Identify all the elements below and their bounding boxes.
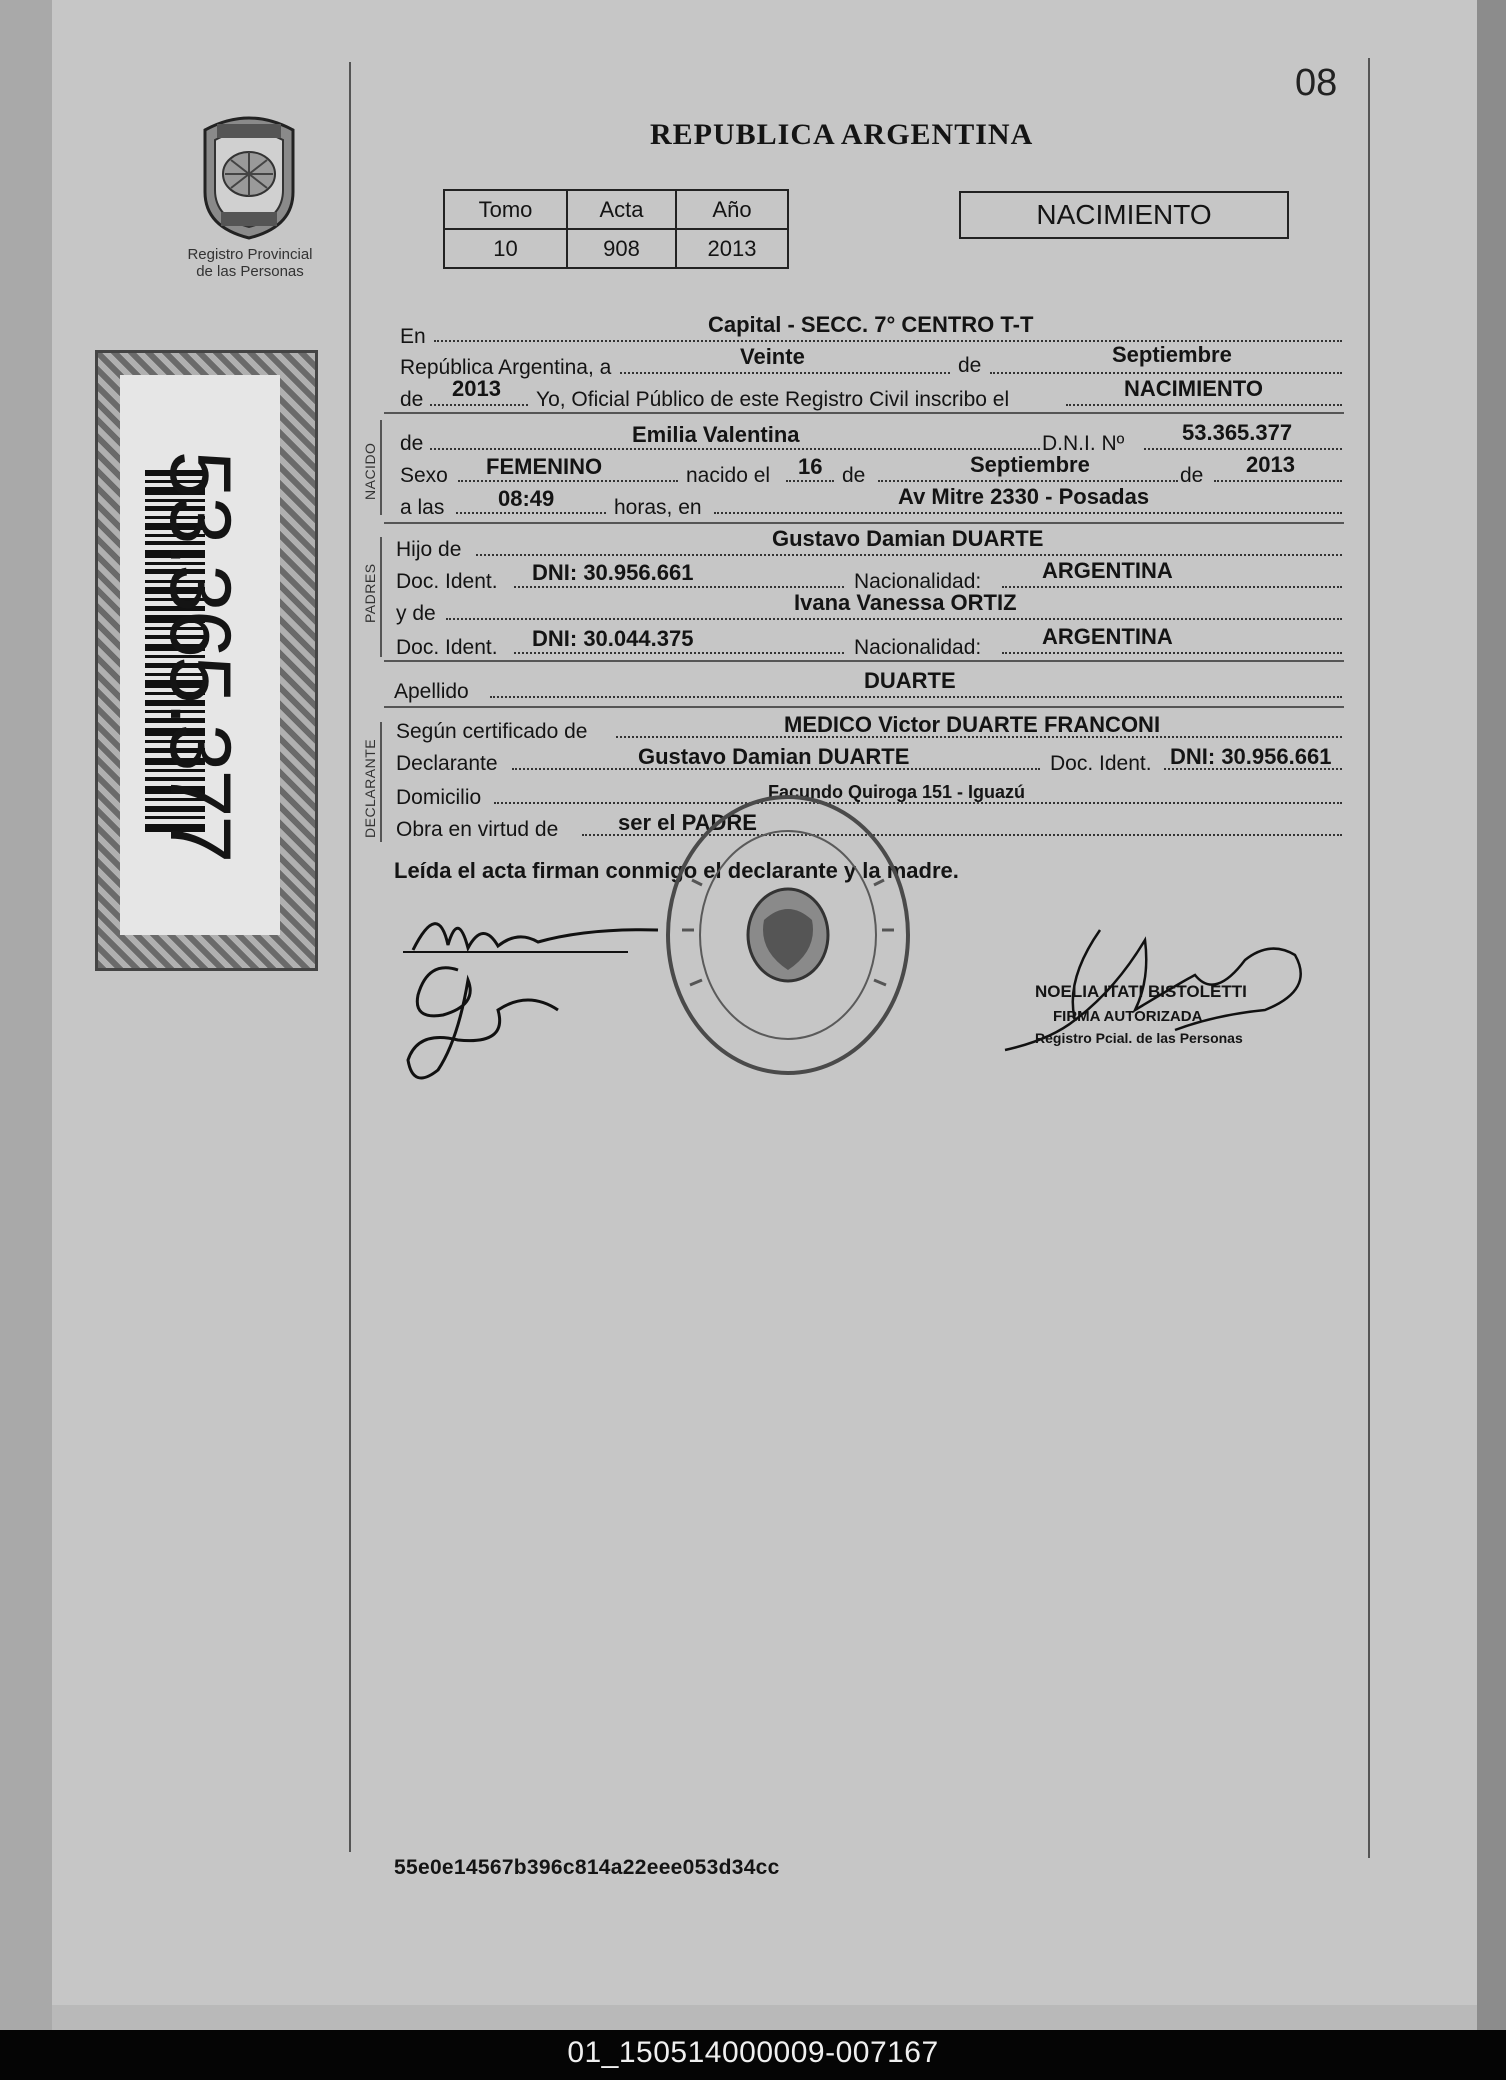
section-divider — [384, 706, 1344, 708]
section-divider — [384, 522, 1344, 524]
birth-day: 16 — [798, 454, 823, 479]
birth-month: Septiembre — [970, 452, 1090, 477]
barcode-number: 53.365.377 — [152, 450, 248, 862]
certificado-label: Según certificado de — [396, 720, 588, 743]
en-label: En — [400, 325, 426, 348]
father-nationality: ARGENTINA — [1042, 558, 1173, 583]
dotted-line — [1002, 652, 1342, 654]
sexo-label: Sexo — [400, 464, 448, 487]
left-page-edge — [0, 0, 52, 2030]
de-label: de — [958, 354, 982, 377]
horas-en-label: horas, en — [614, 496, 702, 519]
seal-caption — [170, 246, 330, 280]
certificado-value: MEDICO Victor DUARTE FRANCONI — [784, 712, 1161, 737]
document-hash: 55e0e14567b396c814a22eee053d34cc — [394, 1856, 780, 1879]
birth-time: 08:49 — [498, 486, 555, 511]
inscribo-value: NACIMIENTO — [1124, 376, 1263, 401]
obra-label: Obra en virtud de — [396, 818, 559, 841]
domicilio-value: Facundo Quiroga 151 - Iguazú — [768, 782, 1026, 802]
right-margin-line — [1368, 58, 1370, 1858]
child-dni: 53.365.377 — [1182, 420, 1293, 445]
birth-place: Av Mitre 2330 - Posadas — [898, 484, 1150, 509]
a-las-label: a las — [400, 496, 445, 519]
nacionalidad-label: Nacionalidad: — [854, 636, 982, 659]
doc-ident-label: Doc. Ident. — [396, 570, 498, 593]
section-divider — [384, 660, 1344, 662]
dni-label: D.N.I. Nº — [1042, 432, 1125, 455]
record-table-header — [444, 190, 788, 229]
sexo-value: FEMENINO — [486, 454, 603, 479]
mother-doc: DNI: 30.044.375 — [532, 626, 694, 651]
mother-signature — [398, 950, 598, 1090]
domicilio-label: Domicilio — [396, 786, 482, 809]
dotted-line — [1144, 448, 1342, 450]
dotted-line — [476, 554, 1342, 556]
section-label-padres: PADRES — [362, 563, 378, 623]
dotted-line — [620, 372, 950, 374]
de-label: de — [400, 388, 424, 411]
y-de-label: y de — [396, 602, 436, 625]
declarante-bracket — [380, 722, 382, 842]
hijo-de-label: Hijo de — [396, 538, 462, 561]
section-label-declarante: DECLARANTE — [362, 738, 378, 838]
de-label: de — [1180, 464, 1204, 487]
dotted-line — [456, 512, 606, 514]
value-acta: 908 — [567, 229, 676, 268]
provincial-seal-icon — [195, 112, 303, 240]
official-office: Registro Pcial. de las Personas — [1035, 1030, 1243, 1046]
header-tomo: Tomo — [444, 190, 567, 229]
dotted-line — [514, 652, 844, 654]
official-name: NOELIA ITATI BISTOLETTI — [1035, 982, 1247, 1001]
mother-name: Ivana Vanessa ORTIZ — [794, 590, 1017, 615]
father-name: Gustavo Damian DUARTE — [772, 526, 1044, 551]
dotted-line — [430, 404, 528, 406]
dotted-line — [786, 480, 834, 482]
dotted-line — [878, 480, 1178, 482]
month-value: Septiembre — [1112, 342, 1232, 367]
day-value: Veinte — [740, 344, 805, 369]
seal-caption-line2: de las Personas — [196, 263, 304, 280]
nacido-bracket — [380, 420, 382, 515]
official-stamp-icon — [662, 790, 914, 1080]
dotted-line — [446, 618, 1342, 620]
republica-label: República Argentina, a — [400, 356, 612, 379]
dotted-line — [714, 512, 1342, 514]
dotted-line — [514, 586, 844, 588]
obra-value: ser el PADRE — [618, 810, 757, 835]
record-table-values — [444, 229, 788, 268]
place-value: Capital - SECC. 7° CENTRO T-T — [708, 312, 1034, 337]
official-role: FIRMA AUTORIZADA — [1053, 1008, 1203, 1025]
dotted-line — [458, 480, 678, 482]
dotted-line — [990, 372, 1342, 374]
header-anio: Año — [676, 190, 788, 229]
year-value: 2013 — [452, 376, 501, 401]
scan-file-id: 01_150514000009-007167 — [567, 2036, 939, 2069]
section-divider — [384, 412, 1344, 414]
page-number: 08 — [1295, 62, 1338, 104]
mother-nationality: ARGENTINA — [1042, 624, 1173, 649]
doc-ident-label: Doc. Ident. — [1050, 752, 1152, 775]
record-table — [443, 189, 789, 269]
doc-ident-label: Doc. Ident. — [396, 636, 498, 659]
declarante-doc: DNI: 30.956.661 — [1170, 744, 1332, 769]
apellido-value: DUARTE — [864, 668, 956, 693]
seal-caption-line1: Registro Provincial — [187, 246, 313, 263]
nacido-el-label: nacido el — [686, 464, 771, 487]
dotted-line — [490, 696, 1342, 698]
de-label: de — [842, 464, 866, 487]
record-type-box: NACIMIENTO — [959, 191, 1289, 239]
declarante-name: Gustavo Damian DUARTE — [638, 744, 910, 769]
birth-year: 2013 — [1246, 452, 1295, 477]
padres-bracket — [380, 537, 382, 657]
right-page-edge — [1477, 0, 1506, 2030]
dotted-line — [1214, 480, 1342, 482]
section-label-nacido: NACIDO — [362, 442, 378, 500]
father-doc: DNI: 30.956.661 — [532, 560, 694, 585]
left-margin-line — [349, 62, 351, 1852]
nacionalidad-label: Nacionalidad: — [854, 570, 982, 593]
declarante-label: Declarante — [396, 752, 498, 775]
yo-text: Yo, Oficial Público de este Registro Civil inscribo el — [536, 388, 1010, 411]
apellido-label: Apellido — [394, 680, 469, 703]
value-tomo: 10 — [444, 229, 567, 268]
signature-statement: Leída el acta firman conmigo el declarante y la madre. — [394, 858, 959, 883]
header-acta: Acta — [567, 190, 676, 229]
value-anio: 2013 — [676, 229, 788, 268]
document-title: REPUBLICA ARGENTINA — [650, 118, 1034, 151]
dotted-line — [1002, 586, 1342, 588]
child-name: Emilia Valentina — [632, 422, 800, 447]
dotted-line — [1066, 404, 1342, 406]
dotted-line — [430, 448, 1040, 450]
de-label: de — [400, 432, 424, 455]
